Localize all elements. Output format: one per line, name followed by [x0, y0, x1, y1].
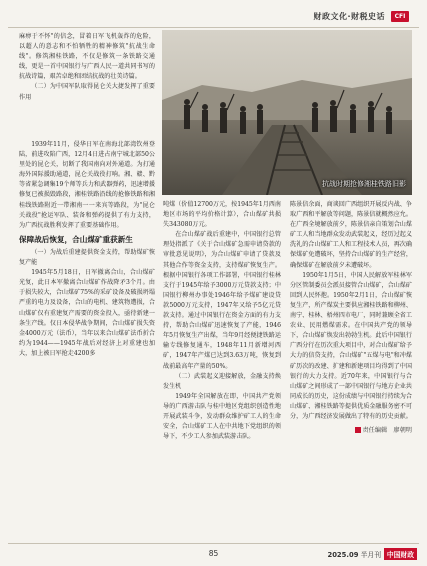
paragraph: 陈景信余面，商谈回广西组织开展反内战、争取广西和平解放等问题，陈景信就概然应允。在广西全境解放前夕，陈景信亲自策划合山煤矿工人和当地群众发动武装起义，经历过起义洗礼的合山煤矿工人和工程技术人员，再次确保煤矿免遭破坏，坚持合山煤矿的生产经营，确保煤矿在解放前夕未遭破坏。	[290, 201, 412, 269]
editor-signature	[290, 426, 412, 436]
header-rule	[8, 27, 419, 28]
end-mark-icon	[355, 427, 361, 433]
issue-year: 2025.09	[327, 551, 359, 559]
subheading: （二）为中国军队取得昆仑关大捷发挥了重要作用	[19, 83, 155, 101]
editor-name: 责任编辑 廖朝明	[362, 427, 412, 435]
footer-rule	[8, 543, 419, 544]
paragraph: 1945年5月18日，日军撤离合山，合山煤矿光复，此日本军撤离合山煤矿作战降矛3个月。由于损失较大，合山煤矿75%的采矿设备及破损坍塌严重的电力及设备，合山的电机、建筑物遭损，合山煤矿仅有重建复产需要的资金投入，亟待新建一条生产线。仅日本侵华战争期间，合山煤矿损失资金4000万元（法币），当年以来合山煤矿法币折合约为1944——1945年战后对经济上对重建也加大，加上被日军抢走4200多	[19, 269, 155, 357]
paragraph: 麻痹于不怀"的信念，冒着日军飞机轰炸的危险，以超人的意志和不怕牺牲的精神修筑"抗战生命线"。修筑湘桂铁路，不仅是修筑一条铁路交通线，更是一首中国银行与广西人民一道共同书写的抗战诗篇，艰苦卓绝和团结抗战的壮美诗篇。	[19, 33, 155, 81]
section-title: 财政文化·财税史话	[313, 11, 385, 21]
paragraph: 在合山煤矿战后重建中，中国银行总管理处指派了《关于合山煤矿急需申请贷款的审批意见说明》，为合山煤矿申请了贷款及其他合作等资金支持，支持煤矿恢复生产。根据中国银行各项工作部署，中国银行桂林支行于1945年给予3000万元贷款支持；中国银行柳州办事处1946年给予煤矿建设贷款5000万元支持，1947年又给予5亿元贷款支持。通过中国银行在资金方面的有力支持，帮助合山煤矿迅速恢复了产能，1946年5月恢复生产出煤，当年9月经便捷铁路运输专线修复通车，1948年11月新增河西矿，1947年产煤已达到3.63万吨，恢复到战前最高年产量的50%。	[163, 231, 281, 370]
paragraph: 1939年11月，侵华日军在南海北部湾钦州登陆，前进攻陷广西，12月4日进占南宁城北部50公里处的昆仑关，切断了我国南向对外通道。为打通海外国际援助通道，昆仑关战役打响。湘、赣、黔等省紧急调集19个师等兵力和武器弹药，迅速增援修复已被损毁路段，湘桂铁路沿线的抢修铁路和湘桂线铁路附近一带湘南一一来宾等路段，为"昆仑关战役"抢运军队、装备和弹药提供了有力支持，为广西抗战胜利发挥了重要基础作用。	[19, 141, 155, 229]
section-heading: 保障战后恢复，合山煤矿重获新生	[19, 234, 133, 244]
issue-period: 半月刊	[360, 551, 381, 559]
historical-photo	[162, 30, 412, 195]
subheading: （二）武装起义迎接解放，金融支持焕发生机	[163, 372, 281, 390]
paragraph: 1950年1月5日，中国人民解放军桂林军分区管制委员会派员接管合山煤矿，合山煤矿回到人民怀抱。1950年2月1日，合山煤矿恢复生产，所产煤炭主要供应湘桂铁路和柳州、南宁、桂林、梧州四市电厂，同时兼顾全省工农业、民用燃煤需求。在中国共产党的领导下，合山煤矿焕发出勃勃生机。此后中国银行广西分行在历次重大项目中，对合山煤矿给予大力的信贷支持，合山煤矿"五煤与电"和冲煤矿历次的改建、扩建和新建项目均得到了中国银行的大力支持。近70年来，中国银行与合山煤矿之间形成了一部中国银行与地方企业共同成长的历史，这份成绩与中国银行持续为合山煤矿、湘桂铁路等提供优质金融服务密不可分，为广西经济发展做出了特有的历史贡献。	[290, 271, 412, 420]
subheading: （一）为战后重建提供资金支持，帮助煤矿恢复产能	[19, 248, 155, 267]
column-1-bottom	[19, 140, 155, 359]
page-header	[313, 9, 409, 23]
magazine-logo: CFI	[391, 11, 409, 22]
paragraph: 吨煤（价值12700万元，按1945年1月西南地区市场的平均价格计算），合山煤矿共损失343080万元。	[163, 201, 281, 229]
paragraph: 1949年全国解放在即，中国共产党领导的广西游击队与桂中地区党组织创造性地开展武装斗争，发动群众维护矿工人的生命安全，合山煤矿工人在中共地下党组织的领导下，不少工人参加武装游击队。	[163, 392, 281, 441]
magazine-name: 中国财政	[384, 548, 417, 560]
column-1-top	[19, 32, 155, 103]
photo-caption: 抗战时期抢修湘桂铁路旧影	[322, 180, 406, 188]
page-number: 85	[208, 549, 219, 558]
column-3	[290, 200, 412, 436]
column-2	[163, 200, 281, 442]
photo-image	[162, 30, 412, 195]
issue-info	[327, 549, 381, 559]
